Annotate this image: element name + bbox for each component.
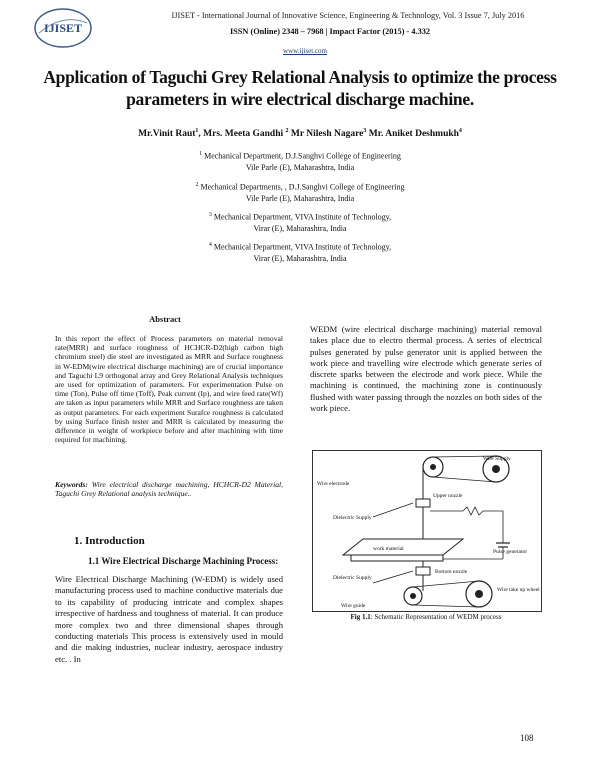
wedm-schematic <box>313 451 541 611</box>
subsection-heading: 1.1 Wire Electrical Discharge Machining Process: <box>88 556 279 566</box>
wedm-schematic-figure <box>312 450 542 612</box>
journal-info: IJISET - International Journal of Innovative Science, Engineering & Technology, Vol. 3 Issue 7, July 2016 <box>171 11 525 20</box>
label-dielectric-supply-top: Dielectric Supply <box>333 515 372 521</box>
logo-text: IJISET <box>43 21 83 35</box>
wire-guide-roller-hub <box>410 593 416 599</box>
author-mark: 2 <box>285 128 289 134</box>
author-list: Mr.Vinit Raut$^1$, Mrs. Meeta Gandhi $^2$ Mr Nilesh Nagare$^3$ Mr. Aniket Deshmukh$^4$ <box>138 128 462 140</box>
affiliation-line: Mechanical Departments, , D.J.Sanghvi College of Engineering <box>200 182 405 192</box>
affiliation-mark: 3 <box>208 212 212 218</box>
author: Mr. Aniket Deshmukh <box>368 129 459 140</box>
issn-info: ISSN (Online) 2348 – 7968 | Impact Factor (2015) - 4.332 <box>229 27 431 36</box>
journal-website-link[interactable]: www.ijiset.com <box>283 47 327 55</box>
affiliation-mark: 4 <box>208 242 212 248</box>
author: Mr Nilesh Nagare <box>290 129 364 140</box>
bottom-nozzle-shape <box>416 567 430 575</box>
author-mark: 3 <box>363 128 367 134</box>
label-wire-guide: Wire guide <box>341 603 366 609</box>
label-wire-take-up: Wire take up wheel <box>497 587 540 593</box>
affiliation-mark: 2 <box>195 182 199 188</box>
keywords-text: Wire electrical discharge machining, HCHCR-D2 Material, Taguchi Grey Relational analysis technique.. <box>55 480 283 499</box>
figure-caption <box>312 613 540 621</box>
label-pulse-generator: Pulse generator <box>493 549 528 555</box>
author: Mr.Vinit Raut <box>138 129 196 140</box>
affiliation <box>150 240 450 264</box>
page-number: 108 <box>520 733 534 743</box>
abstract-heading: Abstract <box>149 314 181 324</box>
author: Mrs. Meeta Gandhi <box>203 129 284 140</box>
affiliation-line: Virar (E), Maharashtra, India <box>253 253 347 263</box>
wire-take-up-wheel-hub <box>475 590 483 598</box>
dielectric-arrow-top <box>373 503 413 517</box>
paper-title: Application of Taguchi Grey Relational Analysis to optimize the process parameters in wire electrical discharge machine. <box>43 67 557 109</box>
affiliation-line: Vile Parle (E), Maharashtra, India <box>245 193 355 203</box>
abstract-text: In this report the effect of Process parameters on material removal rate(MRR) and surface roughness of HCHCR-D2(high carbon high chromium steel) die steel are investigated as MRR and Surface roughness in W-EDM(wire electrical discharge machining) are of crucial importance and Taguchi L9 orthogonal array and Grey Relational Analysis techniques are used for optimization of parameters. For experimentation Pulse on time (Ton), Pulse off time (Toff), Peak current (Ip), and wire feed rate(Wf) are taken as input parameters while MRR and Surface roughness are taken as output parameters. For each experiment Surafce roughness is calculated by using Surface finish tester and MRR is calculated by measuring the difference in weight of workpiece before and after machining with time required for machining. <box>55 334 283 445</box>
keywords <box>55 480 283 498</box>
dielectric-arrow-bottom <box>373 571 413 583</box>
wire-supply-spool-hub <box>492 465 500 473</box>
label-wire-electrode: Wire electrode <box>317 481 350 487</box>
wedm-description: WEDM (wire electrical discharge machining) material removal takes place due to electro thermal process. A series of electrical pulses generated by pulse generator unit is applied between the work piece and travelling wire electrode which generate series of discrete sparks between the electrode and work piece. While the machining is continued, the machining zone is continuously flushed with water passing through the nozzles on both sides of the work piece. <box>310 324 542 414</box>
intro-text: Wire Electrical Discharge Machining (W-EDM) is widely used manufacturing process used to machine conductive materials due to its capability of producing intricate and complex shapes irrespective of hardness and toughness of material. It can produce more complex two and three dimensional shapes through conducting materials This process is extensively used in mould and die making industries, nuclear industry, aerospace industry etc. . In <box>55 574 283 664</box>
label-bottom-nozzle: Bottom nozzle <box>435 569 468 575</box>
upper-reel-hub <box>430 464 436 470</box>
author-mark: 1 <box>195 128 199 134</box>
label-upper-nozzle: Upper nozzle <box>433 493 463 499</box>
resistor <box>463 507 503 543</box>
affiliation-line: Virar (E), Maharashtra, India <box>253 223 347 233</box>
upper-nozzle-shape <box>416 499 430 507</box>
affiliation <box>150 180 450 204</box>
section-heading: 1. Introduction <box>74 535 145 547</box>
work-table <box>351 555 443 561</box>
keywords-label: Keywords: <box>55 480 88 489</box>
affiliation <box>150 210 450 234</box>
wire-path <box>413 605 479 607</box>
label-wire-supply: Wire Supply <box>483 456 511 462</box>
affiliation-line: Mechanical Department, VIVA Institute of Technology, <box>213 212 392 222</box>
affiliation-line: Mechanical Department, VIVA Institute of Technology, <box>213 242 392 252</box>
affiliation-line: Vile Parle (E), Maharashtra, India <box>245 162 355 172</box>
affiliation <box>150 149 450 173</box>
affiliation-mark: 1 <box>199 151 203 157</box>
affiliation-line: Mechanical Department, D.J.Sanghvi College of Engineering <box>204 151 401 161</box>
label-dielectric-supply-bottom: Dielectric Supply <box>333 575 372 581</box>
label-work-material: work material <box>373 546 404 552</box>
figure-caption-text: : Schematic Representation of WEDM process <box>370 613 502 621</box>
author-mark: 4 <box>458 128 462 134</box>
figure-caption-label: Fig 1.1 <box>350 613 371 621</box>
